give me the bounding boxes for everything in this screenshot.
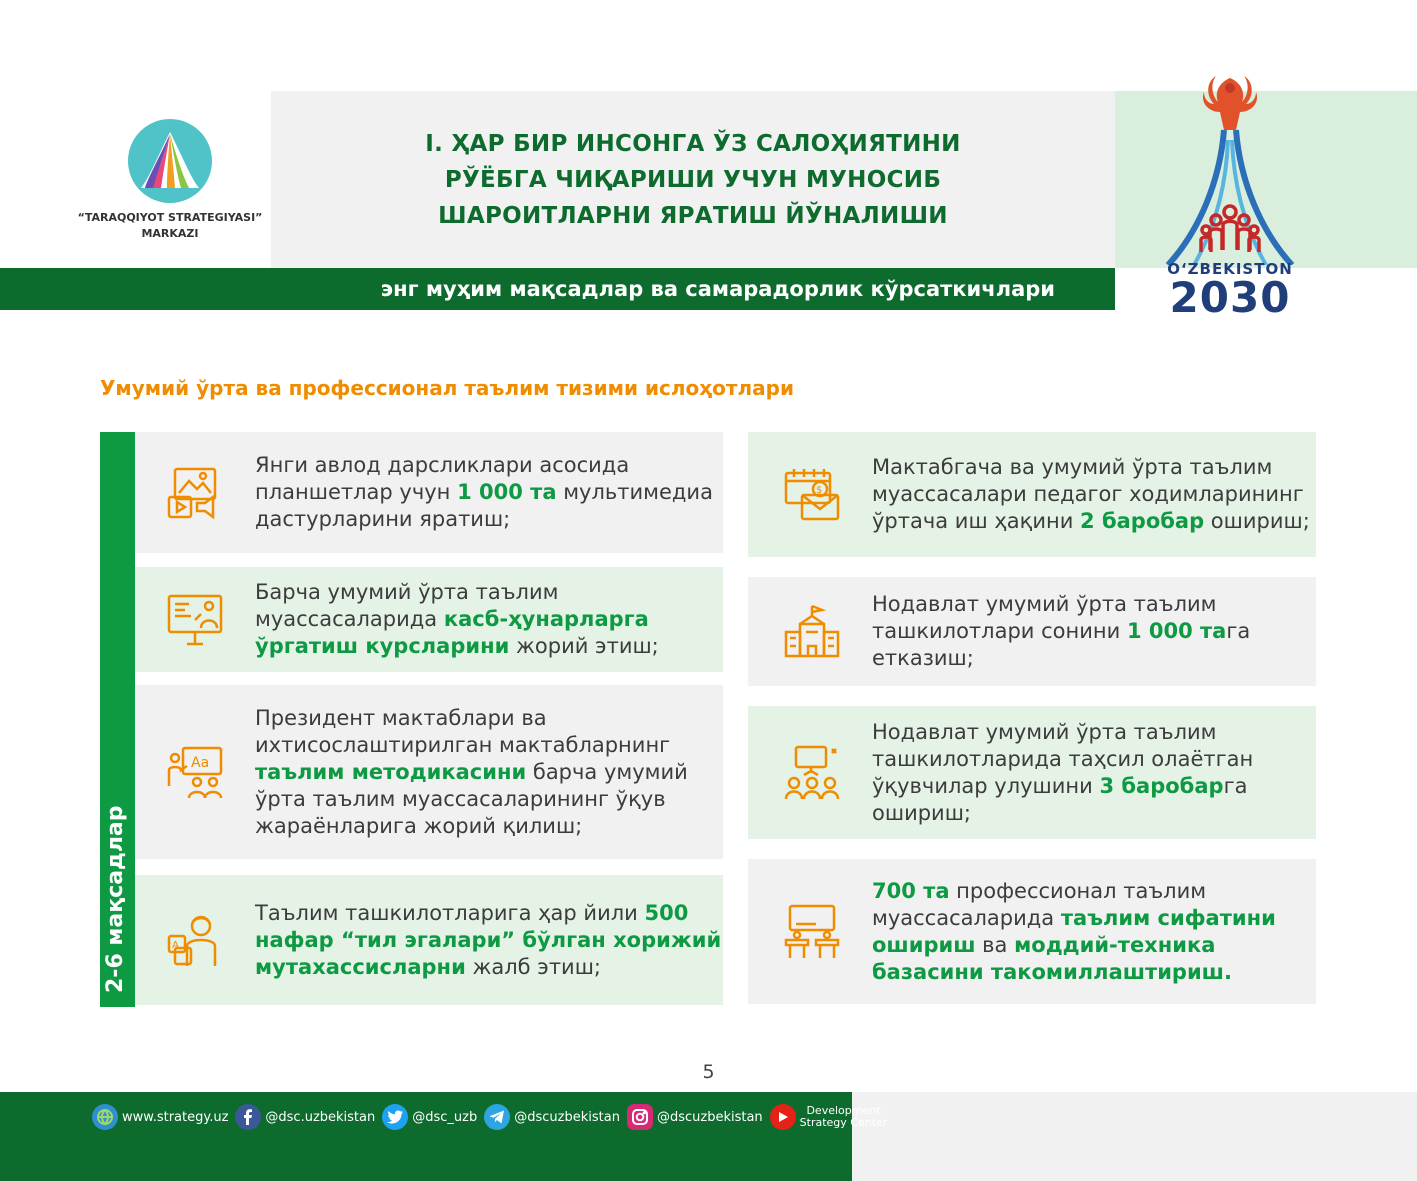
org-logo [60,118,280,242]
subtitle-bar [0,268,1115,310]
body-text: мультимедиа дастурларини яратиш; [255,480,713,531]
instagram-label: @dscuzbekistan [656,1109,763,1125]
instagram-icon [627,1104,653,1130]
youtube-link[interactable] [770,1104,888,1130]
body-text: Таълим ташкилотларига ҳар йили [255,900,645,925]
website-link[interactable] [92,1104,228,1130]
highlight-text: 1 000 та [457,480,557,504]
students-lecture-icon [780,741,844,805]
youtube-label-line2: Strategy Center [799,1116,888,1129]
highlight-text: таълим сифатини ошириш [872,905,1276,957]
goal-card [748,577,1316,686]
facebook-icon [235,1104,261,1130]
svg-text:$: $ [816,484,823,496]
goal-card [748,706,1316,839]
highlight-text: 3 баробар [1099,773,1224,798]
goals-label: 2-6 мақсадлар [102,805,128,993]
telegram-icon [484,1104,510,1130]
globe-icon [92,1104,118,1130]
body-text: Президент мактаблари ва ихтисослаштирилган мактабларнинг [255,705,671,757]
foreign-specialist-icon [163,908,227,972]
goal-text-7 [872,719,1316,827]
footer-social-links [92,1103,894,1131]
body-text: га ошириш; [872,773,1248,825]
goal-text-5 [872,454,1316,535]
presentation-board-icon [163,588,227,652]
highlight-text: касб-ҳунарларга ўргатиш курсларини [255,607,649,658]
body-text: Мактабгача ва умумий ўрта таълим муассасалари педагог ходимларининг ўртача иш ҳақини [872,455,1304,533]
body-text: ва [975,932,1015,957]
classroom-desks-icon [780,900,844,964]
page-title-box [271,91,1115,268]
highlight-text: 2 баробар [1080,509,1205,533]
body-text: жалб этиш; [465,954,601,979]
body-text: барча умумий ўрта таълим муассасаларининг ўқув жараёнларига жорий қилиш; [255,759,688,838]
goal-card [748,859,1316,1004]
highlight-text: 1 000 та [1126,619,1227,643]
goal-text-6 [872,591,1316,672]
twitter-icon [382,1104,408,1130]
body-text: ошириш; [1204,509,1310,533]
section-title: Умумий ўрта ва профессионал таълим тизими ислоҳотлари [100,376,794,400]
goal-text-2 [255,579,723,660]
svg-text:A: A [172,940,179,951]
youtube-label-line1: Development [806,1104,881,1117]
youtube-icon [770,1104,796,1130]
facebook-label: @dsc.uzbekistan [265,1109,376,1125]
highlight-text: моддий-техника базасини такомиллаштириш. [872,932,1232,984]
title-line-2: РЎЁБГА ЧИҚАРИШИ УЧУН МУНОСИБ [444,166,942,193]
humo-bird-icon [1150,70,1310,265]
highlight-text: 500 нафар “тил эгалари” бўлган хорижий мутахассисларни [255,900,722,979]
telegram-label: @dscuzbekistan [514,1109,620,1125]
goal-text-3 [255,705,723,840]
body-text: жорий этиш; [509,634,659,658]
multimedia-tablet-icon [163,461,227,525]
svg-text:Aa: Aa [191,755,210,771]
goal-card [135,432,723,553]
page-title [425,126,960,234]
salary-envelope-icon [780,463,844,527]
footer-grey-panel [852,1092,1417,1181]
goal-text-8 [872,878,1316,986]
highlight-text: 700 та [872,878,950,903]
website-label: www.strategy.uz [122,1109,229,1125]
org-name-line2: MARKAZI [141,227,199,240]
telegram-link[interactable] [484,1104,620,1130]
teacher-classroom-icon [163,740,227,804]
body-text: Янги авлод дарсликлари асосида планшетлар учун [255,453,630,504]
subtitle: энг муҳим мақсадлар ва самарадорлик кўрсаткичлари [380,277,1055,301]
highlight-text: таълим методикасини [255,759,527,784]
twitter-label: @dsc_uzb [412,1109,478,1125]
tent-logo-icon [127,118,213,204]
goal-card [748,432,1316,557]
logo-country: O‘ZBEKISTON [1167,260,1293,278]
youtube-label [800,1105,888,1129]
logo-year: 2030 [1169,273,1291,322]
page-number: 5 [702,1061,715,1083]
body-text: га етказиш; [872,619,1251,670]
goal-text-1 [255,452,723,533]
goal-card [135,567,723,672]
org-name-line1: “TARAQQIYOT STRATEGIYASI” [77,211,263,224]
goal-card [135,685,723,859]
body-text: Барча умумий ўрта таълим муассасаларида [255,580,559,631]
body-text: Нодавлат умумий ўрта таълим ташкилотларида таҳсил олаётган ўқувчилар улушини [872,719,1254,798]
uzbekistan-2030-logo [1150,70,1310,322]
goals-vertical-label [100,432,135,1007]
instagram-link[interactable] [627,1104,763,1130]
twitter-link[interactable] [382,1104,477,1130]
title-line-3: ШАРОИТЛАРНИ ЯРАТИШ ЙЎНАЛИШИ [438,202,948,229]
title-line-1: I. ҲАР БИР ИНСОНГА ЎЗ САЛОҲИЯТИНИ [425,130,961,157]
body-text: профессионал таълим муассасаларида [872,878,1207,930]
goal-card [135,875,723,1005]
school-building-icon [780,600,844,664]
goal-text-4 [255,900,723,981]
facebook-link[interactable] [235,1104,375,1130]
body-text: Нодавлат умумий ўрта таълим ташкилотлари сонини [872,592,1217,643]
